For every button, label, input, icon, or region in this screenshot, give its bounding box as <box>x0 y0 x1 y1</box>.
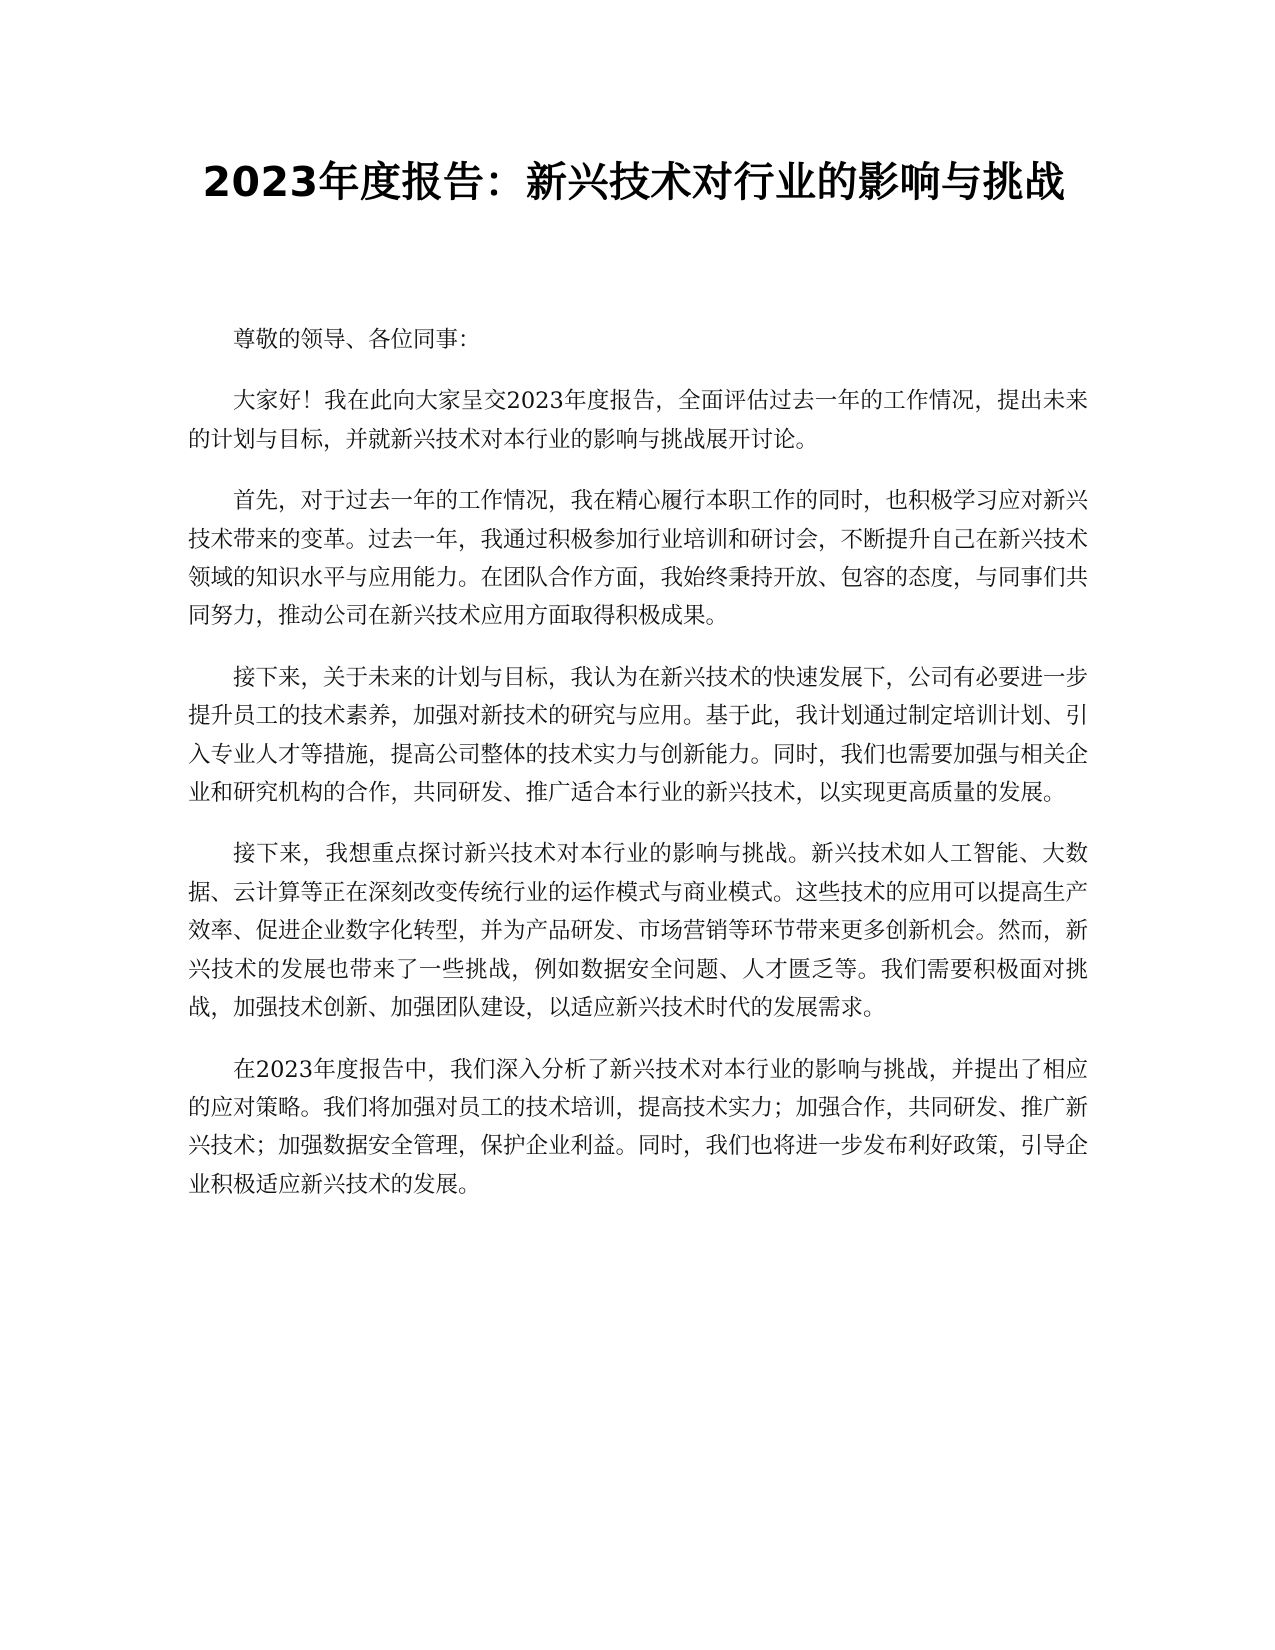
document-body <box>188 321 1088 1227</box>
past-work-paragraph: 首先，对于过去一年的工作情况，我在精心履行本职工作的同时，也积极学习应对新兴技术带来的变革。过去一年，我通过积极参加行业培训和研讨会，不断提升自己在新兴技术领域的知识水平与应用能力。在团队合作方面，我始终秉持开放、包容的态度，与同事们共同努力，推动公司在新兴技术应用方面取得积极成果。 <box>188 488 1089 630</box>
salutation-paragraph: 尊敬的领导、各位同事： <box>233 327 481 353</box>
impact-challenge-paragraph: 接下来，我想重点探讨新兴技术对本行业的影响与挑战。新兴技术如人工智能、大数据、云计算等正在深刻改变传统行业的运作模式与商业模式。这些技术的应用可以提高生产效率、促进企业数字化转型，并为产品研发、市场营销等环节带来更多创新机会。然而，新兴技术的发展也带来了一些挑战，例如数据安全问题、人才匮乏等。我们需要积极面对挑战，加强技术创新、加强团队建设，以适应新兴技术时代的发展需求。 <box>188 841 1089 1022</box>
summary-paragraph: 在2023年度报告中，我们深入分析了新兴技术对本行业的影响与挑战，并提出了相应的应对策略。我们将加强对员工的技术培训，提高技术实力；加强合作，共同研发、推广新兴技术；加强数据安全管理，保护企业利益。同时，我们也将进一步发布利好政策，引导企业积极适应新兴技术的发展。 <box>188 1056 1089 1198</box>
future-plan-paragraph: 接下来，关于未来的计划与目标，我认为在新兴技术的快速发展下，公司有必要进一步提升员工的技术素养，加强对新技术的研究与应用。基于此，我计划通过制定培训计划、引入专业人才等措施，提高公司整体的技术实力与创新能力。同时，我们也需要加强与相关企业和研究机构的合作，共同研发、推广适合本行业的新兴技术，以实现更高质量的发展。 <box>188 664 1089 807</box>
greeting-paragraph: 大家好！我在此向大家呈交2023年度报告，全面评估过去一年的工作情况，提出未来的计划与目标，并就新兴技术对本行业的影响与挑战展开讨论。 <box>188 388 1088 453</box>
document-title: 2023年度报告：新兴技术对行业的影响与挑战 <box>202 158 1066 206</box>
